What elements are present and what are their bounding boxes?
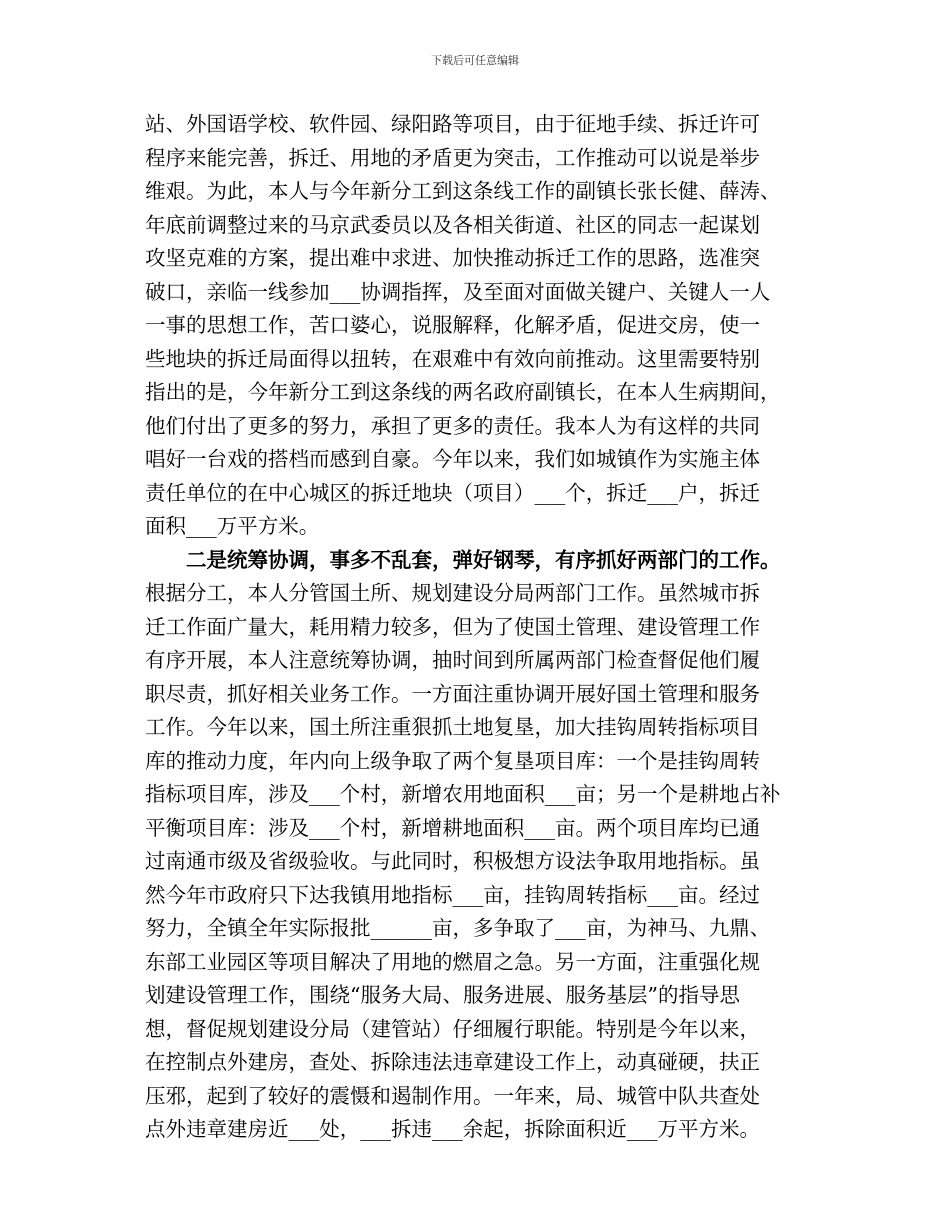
paragraph-line: 面积___万平方米。 [145,514,320,538]
paragraph-line: 指出的是，今年新分工到这条线的两名政府副镇长，在本人生病期间， [145,380,781,404]
paragraph-line: 年底前调整过来的马京武委员以及各相关街道、社区的同志一起谋划 [145,212,760,237]
paragraph-line: 在控制点外建房，查处、拆除违法违章建设工作上，动真碰硬，扶正 [145,1050,760,1074]
paragraph-line: 维艰。为此，本人与今年新分工到这条线工作的副镇长张长健、薛涛、 [145,179,781,203]
paragraph-line: 唱好一台戏的搭档而感到自豪。今年以来，我们如城镇作为实施主体 [145,447,760,471]
paragraph-line: 平衡项目库：涉及___个村，新增耕地面积___亩。两个项目库均已通 [145,815,760,840]
paragraph-line: 根据分工，本人分管国土所、规划建设分局两部门工作。虽然城市拆 [145,581,760,605]
paragraph-line: 想，督促规划建设分局（建管站）仔细履行职能。特别是今年以来， [145,1016,760,1041]
paragraph-line: 站、外国语学校、软件园、绿阳路等项目，由于征地手续、拆迁许可 [145,112,760,136]
paragraph-line: 库的推动力度，年内向上级争取了两个复垦项目库：一个是挂钩周转 [145,748,760,773]
paragraph-line: 他们付出了更多的努力，承担了更多的责任。我本人为有这样的共同 [145,413,760,438]
paragraph-line: 过南通市级及省级验收。与此同时，积极想方设法争取用地指标。虽 [145,849,760,873]
paragraph-line: 破口，亲临一线参加___协调指挥，及至面对面做关键户、关键人一人 [145,279,771,304]
paragraph-line: 攻坚克难的方案，提出难中求进、加快推动拆迁工作的思路，选准突 [145,246,760,270]
paragraph-line: 程序来能完善，拆迁、用地的矛盾更为突击，工作推动可以说是举步 [145,145,760,170]
paragraph-line: 然今年市政府只下达我镇用地指标___亩，挂钩周转指标___亩。经过 [145,882,760,907]
paragraph-line: 工作。今年以来，国土所注重狠抓土地复垦，加大挂钩周转指标项目 [145,715,760,739]
paragraph-line: 东部工业园区等项目解决了用地的燃眉之急。另一方面，注重强化规 [145,949,760,974]
paragraph-line: 指标项目库，涉及___个村，新增农用地面积___亩；另一个是耕地占补 [145,782,781,806]
paragraph-line: 职尽责，抓好相关业务工作。一方面注重协调开展好国土管理和服务 [145,681,760,706]
paragraph-line: 压邪，起到了较好的震慑和遏制作用。一年来，局、城管中队共查处 [145,1083,760,1108]
paragraph-line: 责任单位的在中心城区的拆迁地块（项目）___个，拆迁___户，拆迁 [145,480,760,505]
paragraph-line: 一事的思想工作，苦口婆心，说服解释，化解矛盾，促进交房，使一 [145,313,760,337]
section-heading-line: 二是统筹协调，事多不乱套，弹好钢琴，有序抓好两部门的工作。 [186,547,781,572]
page-header: 下载后可任意编辑 [431,54,519,67]
paragraph-line: 迁工作面广量大，耗用精力较多，但为了使国土管理、建设管理工作 [145,614,760,639]
paragraph-line: 划建设管理工作，围绕“服务大局、服务进展、服务基层”的指导思 [145,983,740,1007]
paragraph-line: 有序开展，本人注意统筹协调，抽时间到所属两部门检查督促他们履 [145,648,760,672]
paragraph-line: 些地块的拆迁局面得以扭转，在艰难中有效向前推动。这里需要特别 [145,346,760,371]
paragraph-line: 努力，全镇全年实际报批______亩，多争取了___亩，为神马、九鼎、 [145,916,771,940]
paragraph-line: 点外违章建房近___处，___拆违___余起，拆除面积近___万平方米。 [145,1117,760,1141]
document-body [145,108,813,1147]
